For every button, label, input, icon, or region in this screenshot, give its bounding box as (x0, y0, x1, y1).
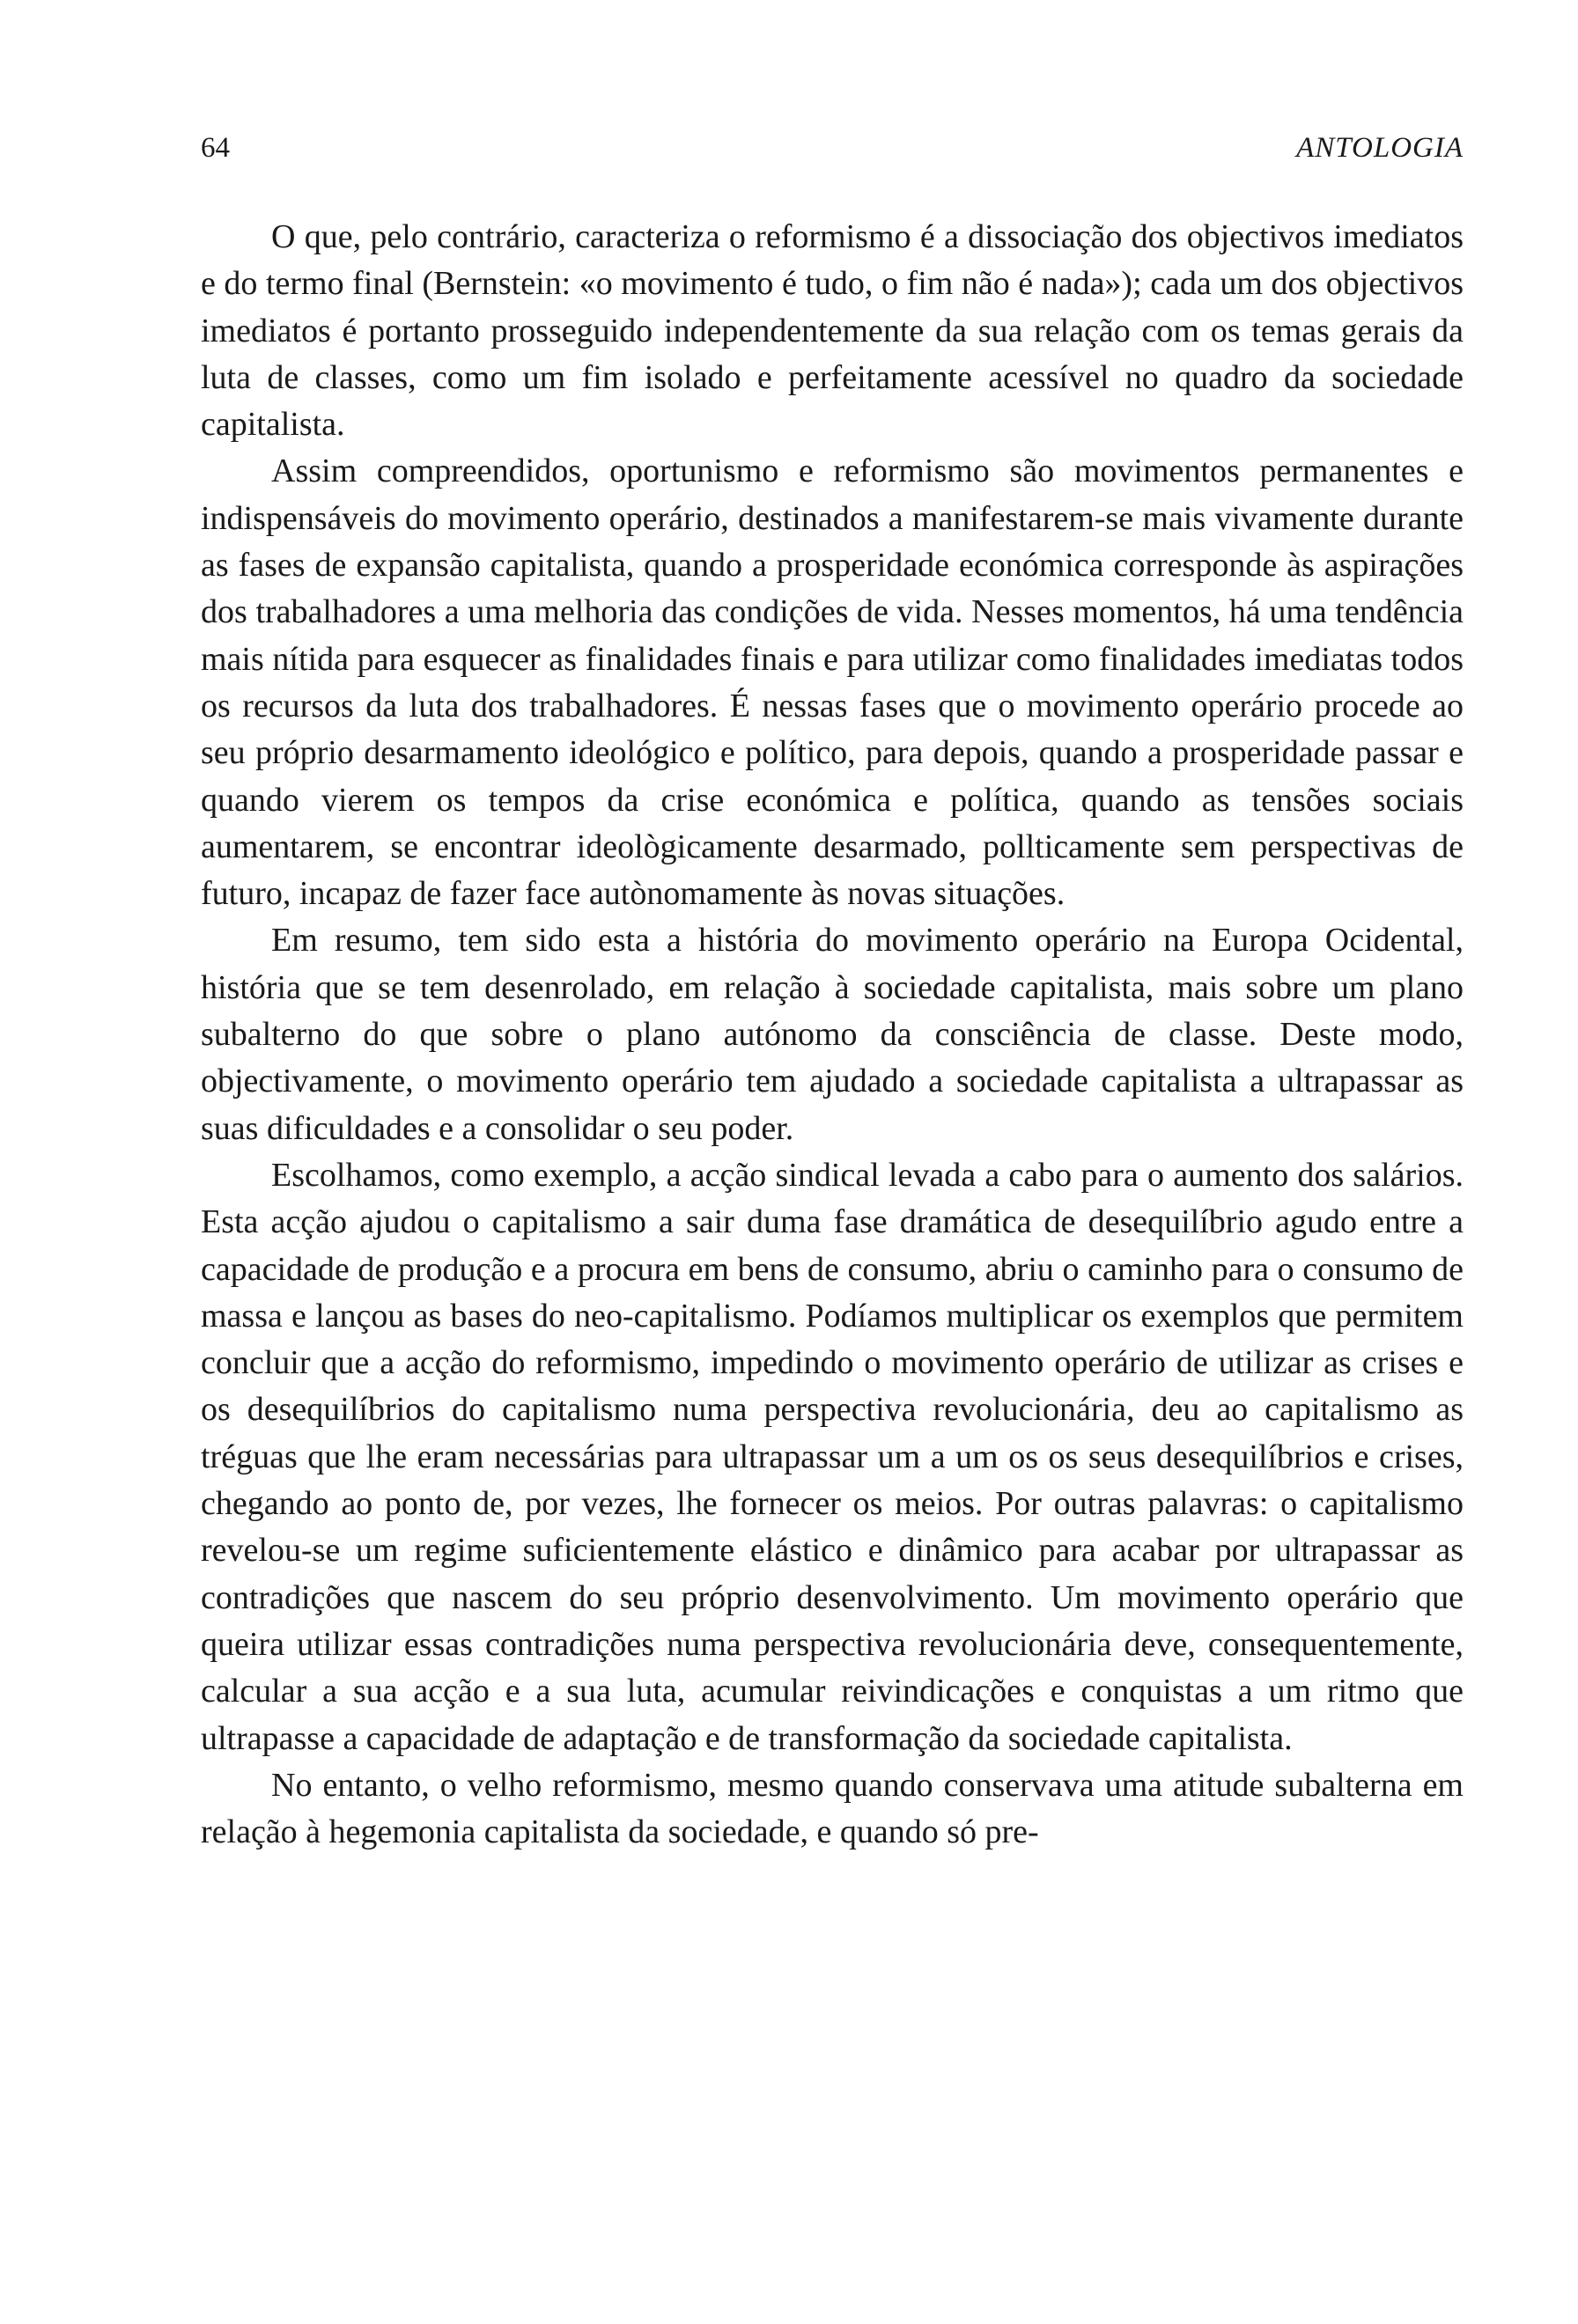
running-title: ANTOLOGIA (1296, 132, 1464, 164)
paragraph: Assim compreendidos, oportunismo e reformismo são movimentos permanentes e indispensáveis do movimento operário, destinados a manifestarem-se mais vivamente durante as fases de expansão capitalista, quando a prosperidade económica corresponde às aspirações dos trabalhadores a uma melhoria das condições de vida. Nesses momentos, há uma tendência mais nítida para esquecer as finalidades finais e para utilizar como finalidades imediatas todos os recursos da luta dos trabalhadores. É nessas fases que o movimento operário procede ao seu próprio desarmamento ideológico e político, para depois, quando a prosperidade passar e quando vierem os tempos da crise económica e política, quando as tensões sociais aumentarem, se encontrar ideològicamente desarmado, pollticamente sem perspectivas de futuro, incapaz de fazer face autònomamente às novas situações. (201, 452, 1464, 913)
book-page (201, 0, 1464, 2324)
running-header (201, 132, 1464, 176)
body-text (201, 214, 1464, 1856)
paragraph: Em resumo, tem sido esta a história do movimento operário na Europa Ocidental, história que se tem desenrolado, em relação à sociedade capitalista, mais sobre um plano subalterno do que sobre o plano autónomo da consciência de classe. Deste modo, objectivamente, o movimento operário tem ajudado a sociedade capitalista a ultrapassar as suas dificuldades e a consolidar o seu poder. (201, 922, 1464, 1147)
paragraph: No entanto, o velho reformismo, mesmo quando conservava uma atitude subalterna em relação à hegemonia capitalista da sociedade, e quando só pre- (201, 1766, 1464, 1851)
paragraph: O que, pelo contrário, caracteriza o reformismo é a dissociação dos objectivos imediatos e do termo final (Bernstein: «o movimento é tudo, o fim não é nada»); cada um dos objectivos imediatos é portanto prosseguido independentemente da sua relação com os temas gerais da luta de classes, como um fim isolado e perfeitamente acessível no quadro da sociedade capitalista. (201, 218, 1464, 444)
paragraph: Escolhamos, como exemplo, a acção sindical levada a cabo para o aumento dos salários. Esta acção ajudou o capitalismo a sair duma fase dramática de desequilíbrio agudo entre a capacidade de produção e a procura em bens de consumo, abriu o caminho para o consumo de massa e lançou as bases do neo-capitalismo. Podíamos multiplicar os exemplos que permitem concluir que a acção do reformismo, impedindo o movimento operário de utilizar as crises e os desequilíbrios do capitalismo numa perspectiva revolucionária, deu ao capitalismo as tréguas que lhe eram necessárias para ultrapassar um a um os os seus desequilíbrios e crises, chegando ao ponto de, por vezes, lhe fornecer os meios. Por outras palavras: o capitalismo revelou-se um regime suficientemente elástico e dinâmico para acabar por ultrapassar as contradições que nascem do seu próprio desenvolvimento. Um movimento operário que queira utilizar essas contradições numa perspectiva revolucionária deve, consequentemente, calcular a sua acção e a sua luta, acumular reivindicações e conquistas a um ritmo que ultrapasse a capacidade de adaptação e de transformação da sociedade capitalista. (201, 1156, 1464, 1757)
page-number: 64 (201, 132, 230, 164)
